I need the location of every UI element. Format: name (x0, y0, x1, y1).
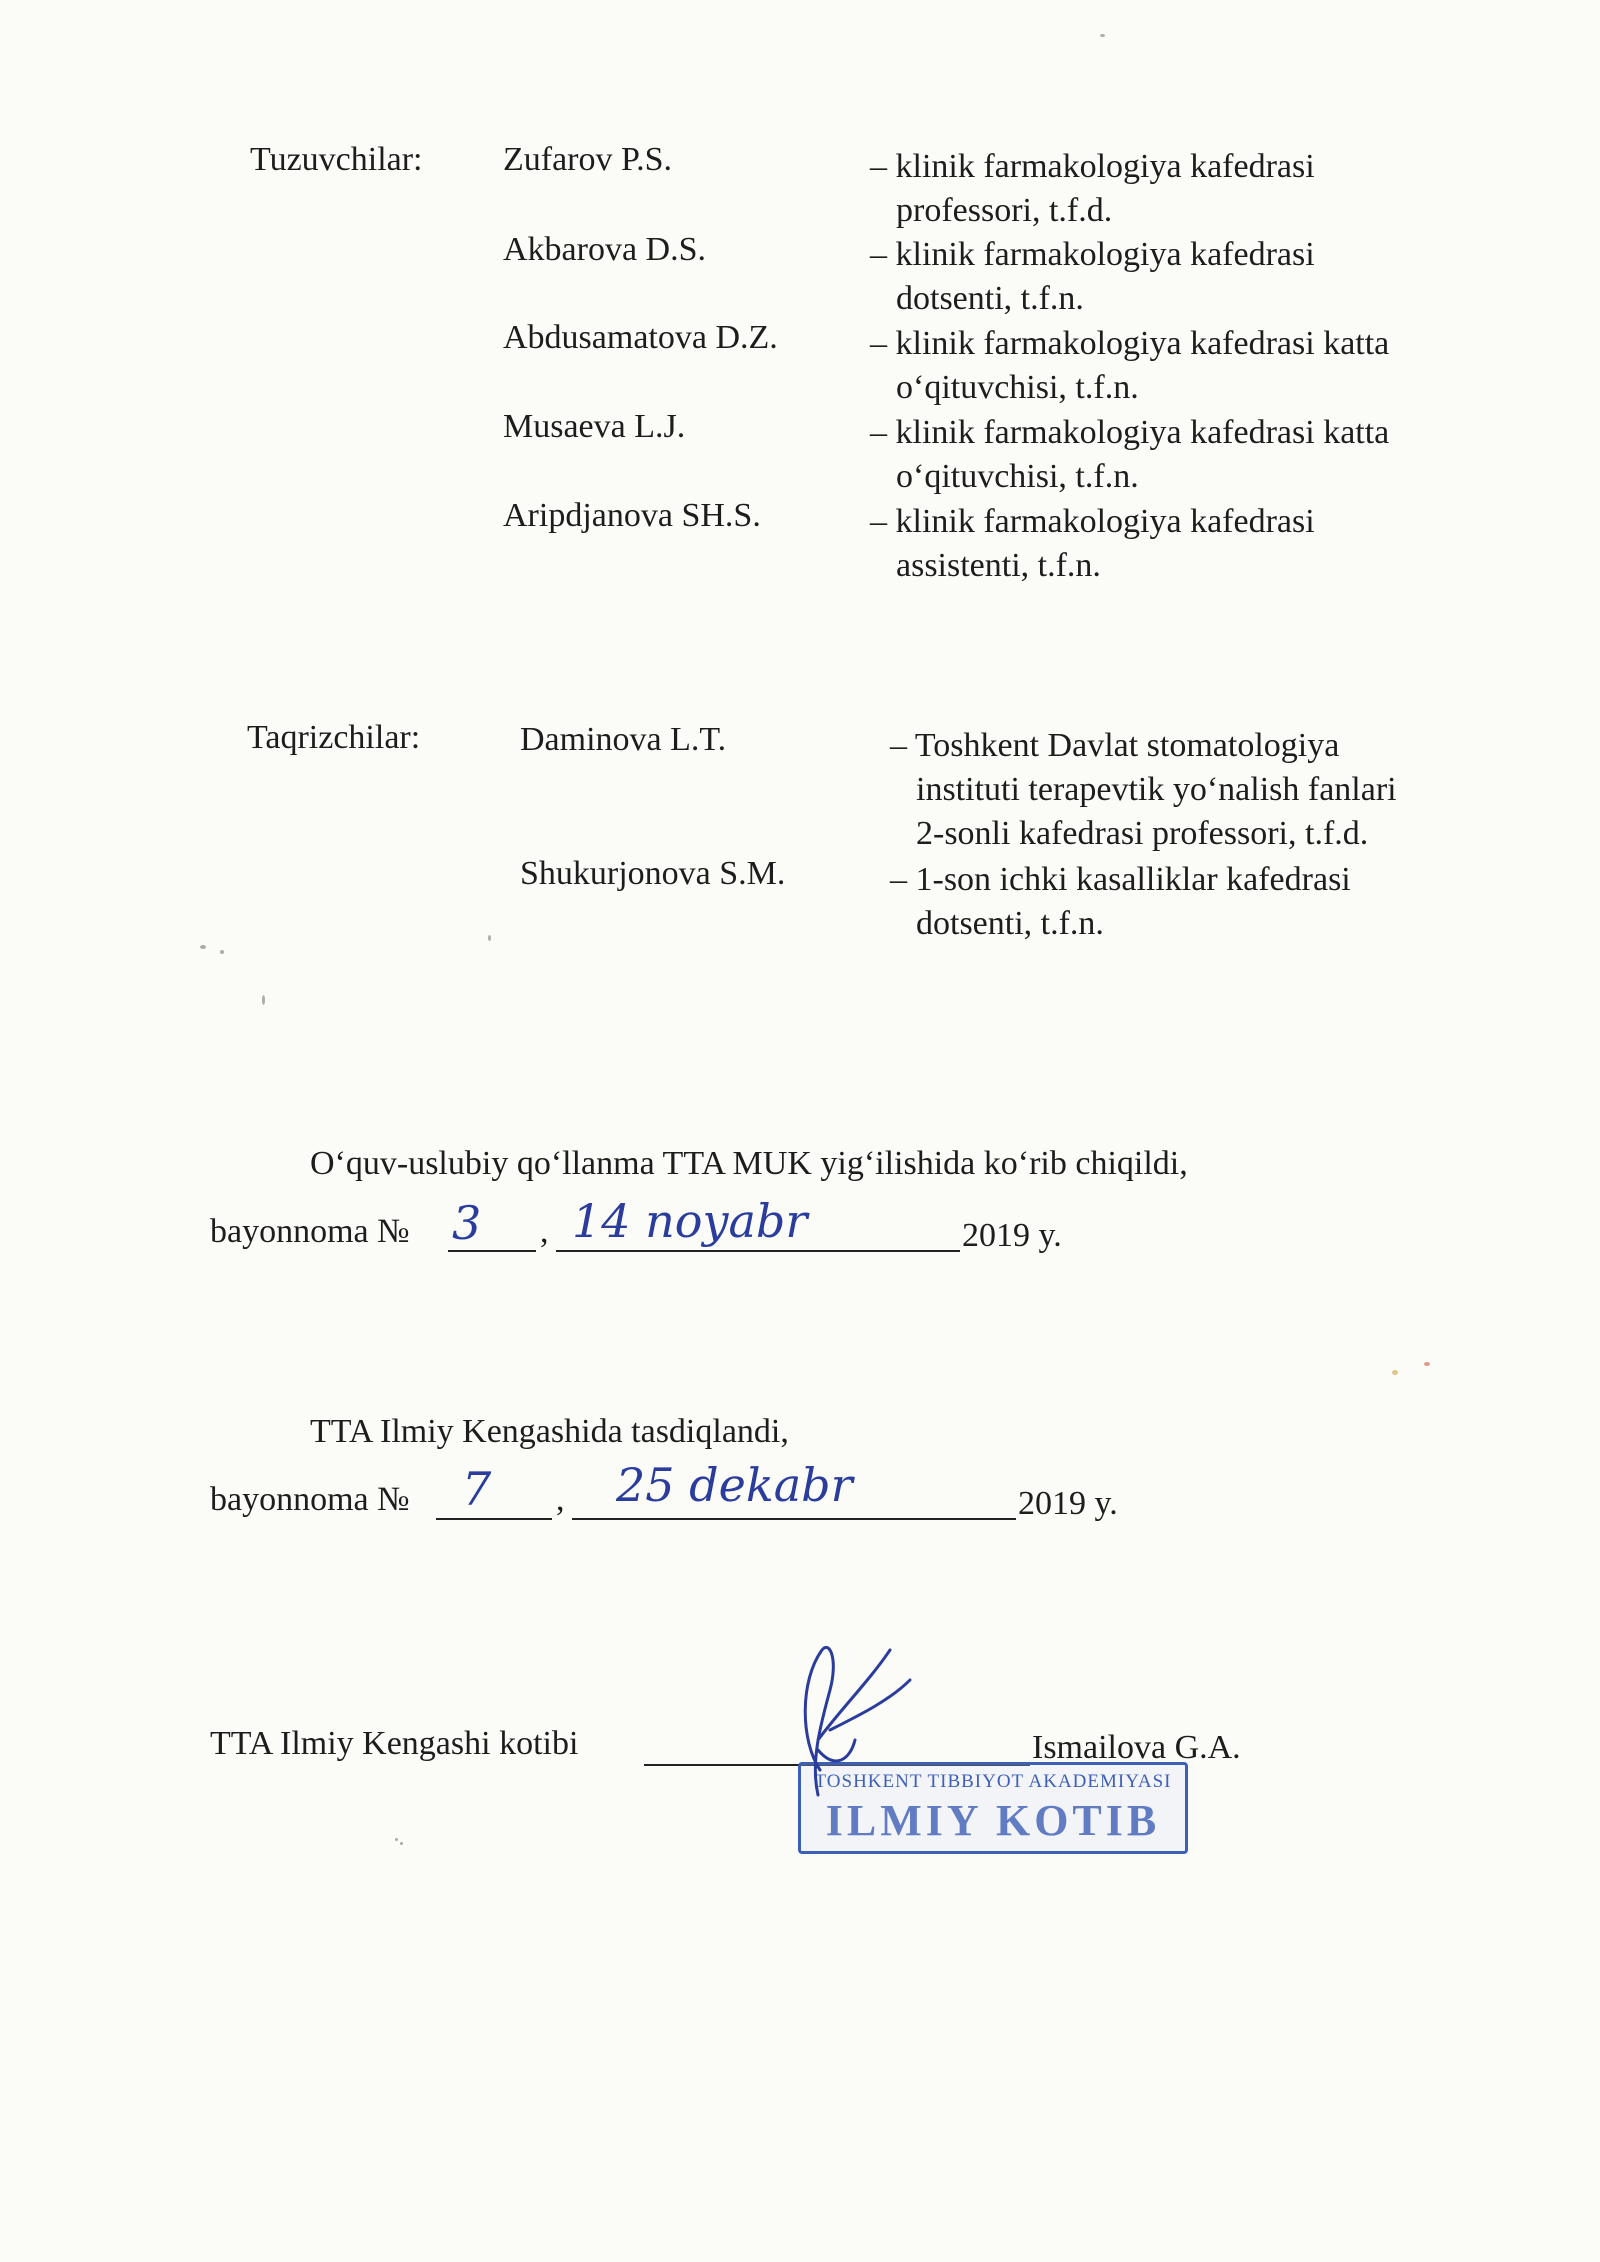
scan-speck (1392, 1370, 1398, 1375)
author-name-2: Akbarova D.S. (503, 231, 707, 268)
reviewer-role-1 (890, 724, 1397, 856)
scan-speck (200, 945, 206, 949)
reviewer-role-1-line1: – Toshkent Davlat stomatologiya (890, 727, 1340, 764)
author-role-5 (870, 500, 1315, 588)
author-role-4-line1: – klinik farmakologiya kafedrasi katta (870, 414, 1390, 451)
author-name-5: Aripdjanova SH.S. (503, 497, 761, 534)
reviewer-role-1-line3: 2-sonli kafedrasi professori, t.f.d. (916, 815, 1369, 852)
scan-speck (220, 950, 224, 954)
scan-speck (262, 995, 265, 1005)
author-role-2-line1: – klinik farmakologiya kafedrasi (870, 236, 1315, 273)
council-protocol-label: bayonnoma № (210, 1481, 410, 1518)
author-role-2-line2: dotsenti, t.f.n. (896, 280, 1084, 317)
author-role-4 (870, 411, 1389, 499)
muk-date: 14 noyabr (572, 1194, 808, 1248)
author-role-3-line2: o‘qituvchisi, t.f.n. (896, 369, 1139, 406)
muk-protocol-no: 3 (452, 1196, 482, 1250)
council-sep: , (556, 1481, 565, 1518)
author-role-3 (870, 322, 1389, 410)
muk-date-line (556, 1250, 960, 1252)
council-protocol-no-line (436, 1518, 552, 1520)
author-name-1: Zufarov P.S. (503, 141, 673, 178)
author-name-3: Abdusamatova D.Z. (503, 319, 778, 356)
muk-sep: , (540, 1213, 549, 1250)
reviewer-name-1: Daminova L.T. (520, 721, 727, 758)
scan-speck (395, 1838, 398, 1841)
reviewers-label: Taqrizchilar: (247, 719, 421, 756)
secretary-name: Ismailova G.A. (1032, 1729, 1241, 1766)
stamp-main-text: ILMIY KOTIB (825, 1796, 1161, 1845)
muk-year: 2019 y. (962, 1217, 1062, 1254)
author-role-5-line2: assistenti, t.f.n. (896, 547, 1101, 584)
signature-graphic (760, 1620, 930, 1810)
author-role-2 (870, 233, 1315, 321)
author-role-5-line1: – klinik farmakologiya kafedrasi (870, 503, 1315, 540)
reviewer-role-2 (890, 858, 1351, 946)
scan-speck (400, 1842, 403, 1845)
author-role-1-line2: professori, t.f.d. (896, 192, 1113, 229)
reviewer-role-1-line2: instituti terapevtik yo‘nalish fanlari (916, 771, 1397, 808)
author-role-3-line1: – klinik farmakologiya kafedrasi katta (870, 325, 1390, 362)
reviewer-name-2: Shukurjonova S.M. (520, 855, 786, 892)
stamp-top-text: TOSHKENT TIBBIYOT AKADEMIYASI (814, 1771, 1172, 1792)
council-protocol-no: 7 (462, 1462, 492, 1516)
secretary-label: TTA Ilmiy Kengashi kotibi (210, 1725, 579, 1762)
council-date-line (572, 1518, 1016, 1520)
scan-speck (1424, 1362, 1430, 1366)
muk-protocol-label: bayonnoma № (210, 1213, 410, 1250)
reviewer-role-2-line1: – 1-son ichki kasalliklar kafedrasi (890, 861, 1351, 898)
muk-statement: O‘quv-uslubiy qo‘llanma TTA MUK yig‘ilishida ko‘rib chiqildi, (310, 1145, 1188, 1182)
author-role-4-line2: o‘qituvchisi, t.f.n. (896, 458, 1139, 495)
scan-speck (488, 935, 491, 941)
council-date: 25 dekabr (616, 1458, 853, 1512)
council-year: 2019 y. (1018, 1485, 1118, 1522)
scan-speck (1100, 34, 1105, 37)
author-role-1 (870, 145, 1315, 233)
author-name-4: Musaeva L.J. (503, 408, 686, 445)
reviewer-role-2-line2: dotsenti, t.f.n. (916, 905, 1104, 942)
council-statement: TTA Ilmiy Kengashida tasdiqlandi, (310, 1413, 789, 1450)
author-role-1-line1: – klinik farmakologiya kafedrasi (870, 148, 1315, 185)
muk-protocol-no-line (448, 1250, 536, 1252)
authors-label: Tuzuvchilar: (250, 141, 423, 178)
